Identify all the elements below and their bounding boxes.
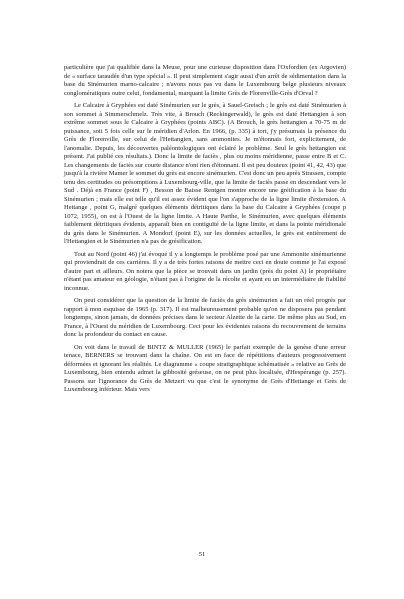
paragraph-5: On voit dans le travail de BINTZ & MULLER (1965) le parfait exemple de la genèse d'une erreur tenace, BERNERS se trouvant dans la chaîne. On est en face de répétitions d'auteurs progressivement déformées et ignorant les réalités. Le diagramme « coupe stratigraphique schématisée » relative au Grès de Luxembourg, bien entendu admet la gibbosité gréseuse, on ne peut plus localisée, d'Hespérange (p. 257). Passons sur l'ignorance du Grès de Metzert vu que c'est le synonyme de Grès d'Hettange et Grès de Luxembourg inférieur. Mais vers <box>64 343 346 393</box>
paragraph-3: Tout au Nord (point 46) j'ai évoqué il y a longtemps le problème posé par une Ammonite sinémurienne qui proviendrait de ces carrières. Il y a de très fortes raisons de mettre ceci en doute comme je l'ai exposé d'autre part et ailleurs. On notera que la pièce se trouvait dans un jardin (près du point A) le propriétaire n'étant pas amateur en géologie, n'étant pas à l'origine de la récolte et ayant eu un intermédiaire de fiabilité inconnue. <box>64 250 346 292</box>
paragraph-1: particulière que j'ai qualifiée dans la Meuse, pour une curieuse disposition dans l'Oxfordien (ex Argovien) de « surface taraudée d'un type spécial ». Il peut simplement s'agir aussi d'un arrêt de sédimentation dans la base du Sinémurien marno-calcaire ; n'avons nous pas vu dans le Luxembourg belge plusieurs niveaux conglomératiques outre celui, fondamental, marquant la limite Grès de Florenville-Grès d'Orval ? <box>64 64 346 97</box>
paragraph-2: Le Calcaire à Gryphées est daté Sinémurien sur le grès, à Sauel-Greisch ; le grès est daté Sinémurien à son sommet à Simmerschmelz. Très vite, à Brouch (Reckingerwald), le grès est daté Hettangien à son extrême sommet sous le Calcaire à Gryphées (points ABC). (A Brouch, le grès hettangien a 70-75 m de puissance, soit 5 fois celle sur le méridien d'Arlon. En 1966, (p. 335) à tort, j'y présumais la présence du Grès de Florenville, sur celui de l'Hettangien, sans ammonites. Je m'étonnais fort, explicitement, de l'anomalie. Depuis, les découvertes paléontologiques ont éclairé le problème. Seul le grès hettangien est présent. J'ai publié ces résultats.). Donc la limite de faciès , plus ou moins méridienne, passe entre B et C. Les changements de faciès sur courte distance n'ont rien d'étonnant. Il est peu douteux (point 41, 42, 43) que jusqu'à la rivière Mamer le sommet du grès est encore sinémurien. C'est donc un peu après Strassen, compte tenu des certitudes ou présomptions à Luxembourg-ville, que la limite de faciès passe en descendant vers le Sud . Déjà en France (point F) , Besson de Baisse Rentgen montre encore une gréification à la base du Sinémurien ; mais elle est telle qu'il est assez évident que l'on s'approche de la ligne limite d'extension. A Hettange , point G, malgré quelques éléments détritiques dans la base du Calcaire à Gryphées (coupe p 1072, 1955), on est à l'Ouest de la ligne limite. A Haute Parthe, le Sinémurien, avec quelques éléments faiblement détritiques évidents, apparaît bien en contiguïté de la ligne limite, et dans la pointe méridionale du grès dans le Sinémurien. A Mondorf (point E), sur les données actuelles, le grès est entièrement de l'Hettangien et le Sinémurien n'a pas de grésification. <box>64 102 346 245</box>
paragraph-4: On peut considérer que la question de la limite de faciès du grès sinémurien a fait un réel progrès par rapport à mon esquisse de 1965 (p. 317). Il est malheureusement probable qu'on ne disposera pas pendant longtemps, sinon jamais, de données précises dans le secteur Alzette de la carte. De même plus au Sud, en France, à l'Ouest du méridien de Luxembourg. Ceci pour les évidentes raisons du recouvrement de terrains donc la profondeur du contact en cause. <box>64 297 346 338</box>
page-number: 51 <box>198 551 206 558</box>
page-content <box>64 64 346 395</box>
